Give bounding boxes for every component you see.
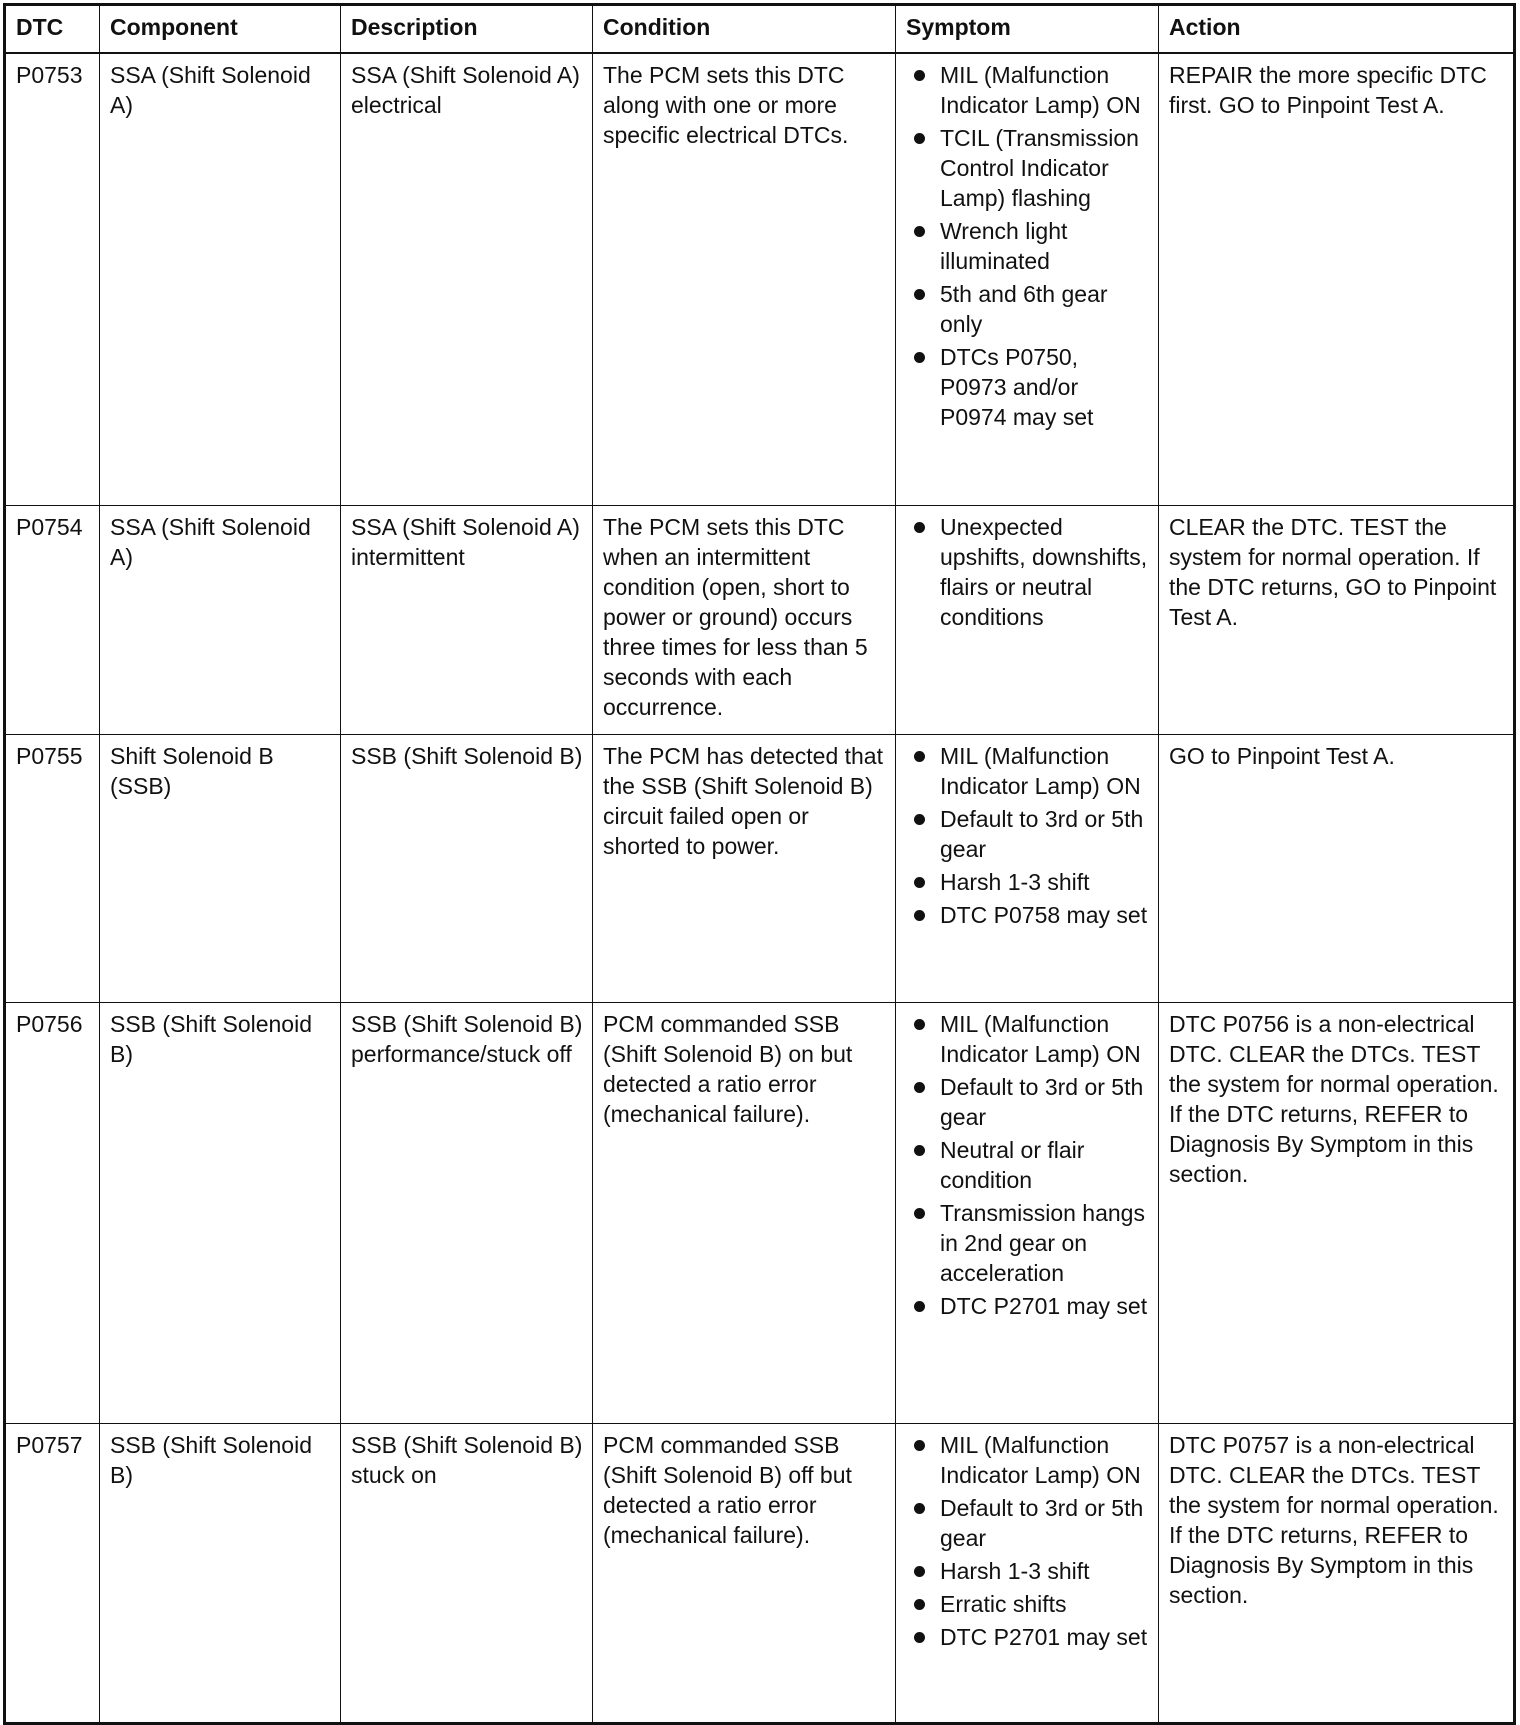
description-cell: SSB (Shift Solenoid B) bbox=[341, 734, 593, 1002]
table-row bbox=[5, 1002, 1515, 1423]
column-header-dtc: DTC bbox=[5, 5, 100, 54]
dtc-code-cell: P0753 bbox=[5, 53, 100, 505]
table-header-row bbox=[5, 5, 1515, 54]
table-row bbox=[5, 1423, 1515, 1723]
bullet-icon bbox=[914, 814, 925, 825]
bullet-icon bbox=[914, 1503, 925, 1514]
symptom-list bbox=[906, 60, 1150, 432]
symptom-cell bbox=[896, 1002, 1159, 1423]
symptom-item bbox=[906, 60, 1150, 120]
symptom-item bbox=[906, 900, 1150, 930]
symptom-text: Harsh 1-3 shift bbox=[940, 1557, 1090, 1584]
symptom-text: Erratic shifts bbox=[940, 1590, 1067, 1617]
action-cell: DTC P0756 is a non-electrical DTC. CLEAR the DTCs. TEST the system for normal operation. If the DTC returns, REFER to Diagnosis By Symptom in this section. bbox=[1159, 1002, 1515, 1423]
column-header-component: Component bbox=[100, 5, 341, 54]
symptom-item bbox=[906, 1135, 1150, 1195]
symptom-cell bbox=[896, 734, 1159, 1002]
bullet-icon bbox=[914, 1019, 925, 1030]
bullet-icon bbox=[914, 1440, 925, 1451]
symptom-text: Wrench light illuminated bbox=[940, 218, 1068, 274]
symptom-text: MIL (Malfunction Indicator Lamp) ON bbox=[940, 62, 1141, 118]
symptom-text: DTCs P0750, P0973 and/or P0974 may set bbox=[940, 344, 1094, 430]
component-cell: SSA (Shift Solenoid A) bbox=[100, 53, 341, 505]
action-cell: GO to Pinpoint Test A. bbox=[1159, 734, 1515, 1002]
column-header-description: Description bbox=[341, 5, 593, 54]
table-row bbox=[5, 53, 1515, 505]
bullet-icon bbox=[914, 751, 925, 762]
bullet-icon bbox=[914, 910, 925, 921]
bullet-icon bbox=[914, 133, 925, 144]
symptom-list bbox=[906, 512, 1150, 632]
component-cell: Shift Solenoid B (SSB) bbox=[100, 734, 341, 1002]
symptom-text: MIL (Malfunction Indicator Lamp) ON bbox=[940, 742, 1141, 799]
symptom-item bbox=[906, 867, 1150, 897]
table-row bbox=[5, 505, 1515, 734]
symptom-text: DTC P2701 may set bbox=[940, 1292, 1148, 1319]
description-cell: SSA (Shift Solenoid A) intermittent bbox=[341, 505, 593, 734]
symptom-item bbox=[906, 279, 1150, 339]
component-cell: SSA (Shift Solenoid A) bbox=[100, 505, 341, 734]
bullet-icon bbox=[914, 1599, 925, 1610]
dtc-code-cell: P0754 bbox=[5, 505, 100, 734]
bullet-icon bbox=[914, 1632, 925, 1643]
symptom-item bbox=[906, 804, 1150, 864]
column-header-action: Action bbox=[1159, 5, 1515, 54]
symptom-text: TCIL (Transmission Control Indicator Lamp) flashing bbox=[940, 125, 1139, 211]
symptom-text: DTC P0758 may set bbox=[940, 901, 1148, 928]
column-header-symptom: Symptom bbox=[896, 5, 1159, 54]
bullet-icon bbox=[914, 1208, 925, 1219]
dtc-table bbox=[3, 3, 1516, 1725]
symptom-item bbox=[906, 741, 1150, 801]
dtc-code-cell: P0755 bbox=[5, 734, 100, 1002]
action-cell: REPAIR the more specific DTC first. GO to Pinpoint Test A. bbox=[1159, 53, 1515, 505]
bullet-icon bbox=[914, 70, 925, 81]
action-cell: DTC P0757 is a non-electrical DTC. CLEAR the DTCs. TEST the system for normal operation. If the DTC returns, REFER to Diagnosis By Symptom in this section. bbox=[1159, 1423, 1515, 1723]
symptom-item bbox=[906, 1430, 1150, 1490]
symptom-item bbox=[906, 1291, 1150, 1321]
symptom-text: Default to 3rd or 5th gear bbox=[940, 1073, 1144, 1130]
bullet-icon bbox=[914, 352, 925, 363]
bullet-icon bbox=[914, 289, 925, 300]
symptom-item bbox=[906, 1493, 1150, 1553]
table-row bbox=[5, 734, 1515, 1002]
condition-cell: PCM commanded SSB (Shift Solenoid B) off but detected a ratio error (mechanical failure). bbox=[593, 1423, 896, 1723]
symptom-text: Harsh 1-3 shift bbox=[940, 868, 1090, 895]
symptom-text: Default to 3rd or 5th gear bbox=[940, 1494, 1144, 1551]
symptom-text: Unexpected upshifts, downshifts, flairs or neutral conditions bbox=[940, 513, 1148, 630]
bullet-icon bbox=[914, 226, 925, 237]
condition-cell: The PCM sets this DTC along with one or more specific electrical DTCs. bbox=[593, 53, 896, 505]
condition-cell: The PCM has detected that the SSB (Shift Solenoid B) circuit failed open or shorted to power. bbox=[593, 734, 896, 1002]
symptom-item bbox=[906, 1622, 1150, 1652]
symptom-cell bbox=[896, 53, 1159, 505]
symptom-list bbox=[906, 1009, 1150, 1321]
bullet-icon bbox=[914, 877, 925, 888]
symptom-text: Default to 3rd or 5th gear bbox=[940, 805, 1144, 862]
symptom-text: MIL (Malfunction Indicator Lamp) ON bbox=[940, 1431, 1141, 1488]
symptom-list bbox=[906, 1430, 1150, 1652]
bullet-icon bbox=[914, 1082, 925, 1093]
symptom-text: DTC P2701 may set bbox=[940, 1623, 1148, 1650]
column-header-condition: Condition bbox=[593, 5, 896, 54]
symptom-item bbox=[906, 1072, 1150, 1132]
symptom-text: Transmission hangs in 2nd gear on acceleration bbox=[940, 1199, 1145, 1286]
bullet-icon bbox=[914, 522, 925, 533]
symptom-item bbox=[906, 512, 1150, 632]
symptom-item bbox=[906, 1009, 1150, 1069]
symptom-item bbox=[906, 1589, 1150, 1619]
symptom-cell bbox=[896, 505, 1159, 734]
bullet-icon bbox=[914, 1566, 925, 1577]
dtc-code-cell: P0756 bbox=[5, 1002, 100, 1423]
symptom-item bbox=[906, 216, 1150, 276]
condition-cell: The PCM sets this DTC when an intermittent condition (open, short to power or ground) occurs three times for less than 5 seconds with each occurrence. bbox=[593, 505, 896, 734]
component-cell: SSB (Shift Solenoid B) bbox=[100, 1423, 341, 1723]
description-cell: SSB (Shift Solenoid B) stuck on bbox=[341, 1423, 593, 1723]
description-cell: SSA (Shift Solenoid A) electrical bbox=[341, 53, 593, 505]
bullet-icon bbox=[914, 1301, 925, 1312]
bullet-icon bbox=[914, 1145, 925, 1156]
symptom-item bbox=[906, 342, 1150, 432]
symptom-item bbox=[906, 123, 1150, 213]
symptom-item bbox=[906, 1556, 1150, 1586]
symptom-text: MIL (Malfunction Indicator Lamp) ON bbox=[940, 1010, 1141, 1067]
dtc-code-cell: P0757 bbox=[5, 1423, 100, 1723]
symptom-text: 5th and 6th gear only bbox=[940, 281, 1108, 337]
symptom-list bbox=[906, 741, 1150, 930]
action-cell: CLEAR the DTC. TEST the system for normal operation. If the DTC returns, GO to Pinpoint Test A. bbox=[1159, 505, 1515, 734]
symptom-item bbox=[906, 1198, 1150, 1288]
description-cell: SSB (Shift Solenoid B) performance/stuck off bbox=[341, 1002, 593, 1423]
symptom-cell bbox=[896, 1423, 1159, 1723]
component-cell: SSB (Shift Solenoid B) bbox=[100, 1002, 341, 1423]
symptom-text: Neutral or flair condition bbox=[940, 1136, 1085, 1193]
condition-cell: PCM commanded SSB (Shift Solenoid B) on but detected a ratio error (mechanical failure). bbox=[593, 1002, 896, 1423]
